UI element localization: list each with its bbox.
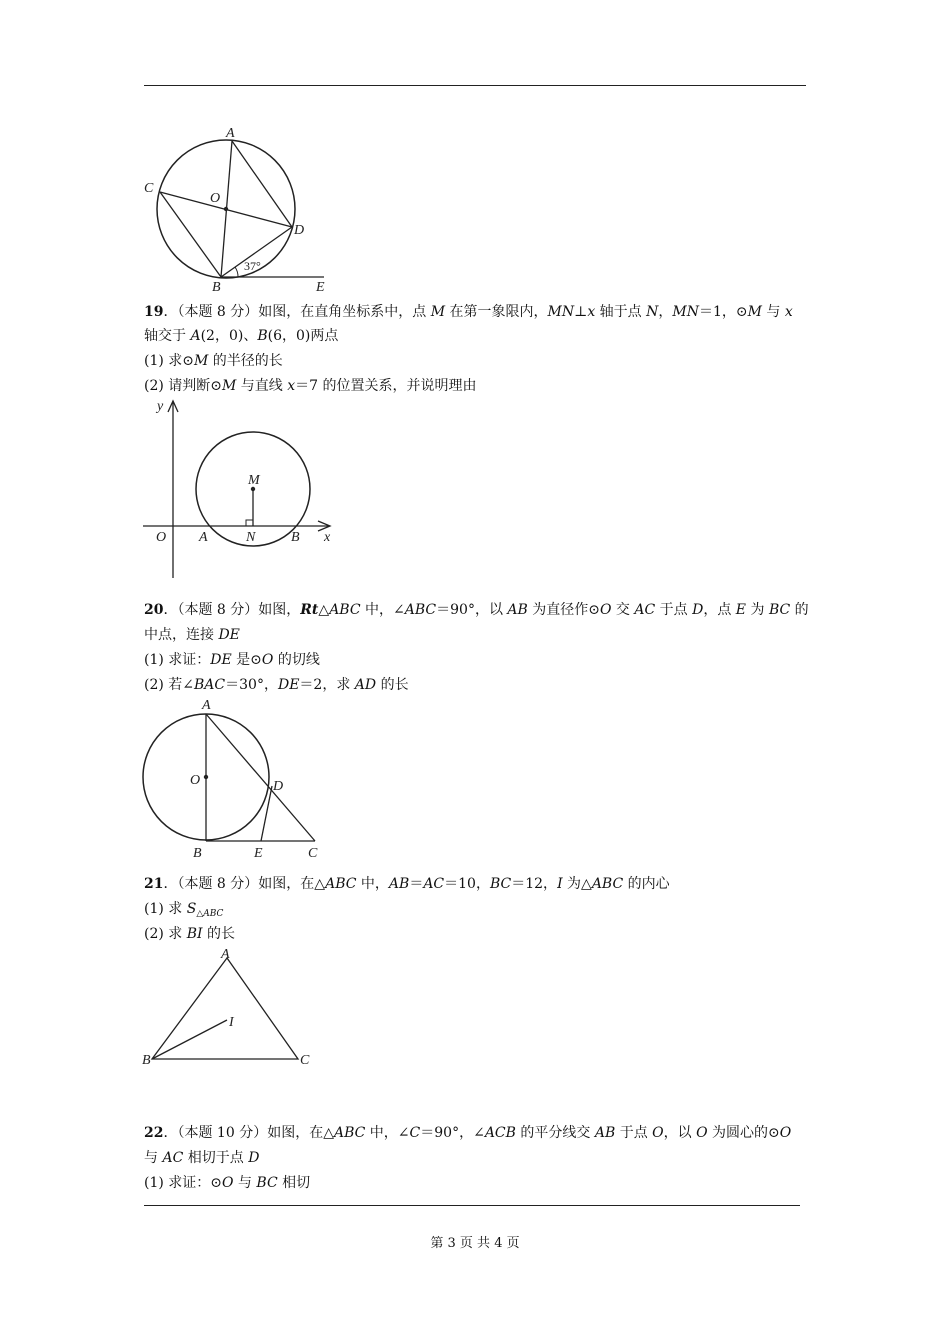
q19-score: ．（本题 8 分） (163, 304, 259, 320)
text-segment: AC (162, 1150, 184, 1166)
q19-number: 19 (144, 304, 164, 320)
q22-part-1 (144, 1173, 814, 1193)
q21-number: 21 (144, 876, 164, 892)
text-segment: ＝90°，∠ (420, 1125, 485, 1141)
angle-arc (235, 267, 238, 277)
right-angle-mark (246, 520, 253, 526)
header-rule (144, 85, 806, 86)
page-footer: 第 3 页 共 4 页 (430, 1236, 520, 1251)
label-m: M (248, 473, 260, 488)
text-segment: 的切线 (273, 652, 320, 668)
text-segment: AC (634, 602, 656, 618)
text-segment: MN (547, 304, 575, 320)
text-segment: E (735, 602, 747, 618)
label-o: O (210, 191, 221, 206)
text-segment: I (557, 876, 563, 892)
q20-stem-text (258, 602, 808, 618)
text-segment: 中，∠ (360, 602, 405, 618)
text-segment: M (194, 353, 209, 369)
text-segment: 与 (761, 304, 785, 320)
text-segment: 为△ (562, 876, 592, 892)
text-segment: (2，0)、 (200, 328, 258, 344)
text-segment: 与直线 (236, 378, 288, 394)
segment-bi (152, 1020, 227, 1059)
q20-part-2 (144, 675, 814, 695)
text-segment: B (257, 328, 268, 344)
text-segment: (1) 求⊙ (144, 353, 195, 369)
text-segment: O (222, 1175, 234, 1191)
text-segment: x (587, 304, 596, 320)
text-segment: ＝7 的位置关系，并说明理由 (295, 378, 477, 394)
q20-stem-2 (144, 625, 814, 645)
text-segment: 的内心 (623, 876, 670, 892)
text-segment: ，以 (663, 1125, 697, 1141)
label-b: B (142, 1053, 151, 1068)
text-segment: 是⊙ (231, 652, 262, 668)
text-segment: 的长 (376, 677, 409, 693)
text-segment: D (692, 602, 704, 618)
text-segment: BI (186, 926, 203, 942)
text-segment: (2) 若∠ (144, 677, 195, 693)
q20-score: ．（本题 8 分） (163, 602, 259, 618)
text-segment: ＝12， (511, 876, 558, 892)
text-segment: DE (218, 627, 240, 643)
q20-part-1 (144, 650, 814, 670)
text-segment: ＝1，⊙ (698, 304, 748, 320)
q21-part-1 (144, 899, 814, 924)
text-segment: O (652, 1125, 664, 1141)
text-segment: ABC (325, 876, 357, 892)
text-segment: 相切 (277, 1175, 311, 1191)
text-segment: 中，∠ (365, 1125, 410, 1141)
text-segment: 中点，连接 (144, 627, 219, 643)
text-segment: C (409, 1125, 421, 1141)
text-segment: 的长 (202, 926, 236, 942)
label-c: C (300, 1053, 310, 1068)
label-angle: 37° (244, 259, 261, 273)
text-segment: AB (388, 876, 410, 892)
text-segment: A (190, 328, 201, 344)
footer-rule (144, 1205, 800, 1206)
text-segment: 轴交于 (144, 328, 191, 344)
text-segment: AC (423, 876, 445, 892)
label-o: O (156, 530, 167, 545)
q22-stem (144, 1123, 814, 1143)
q21-score: ．（本题 8 分） (163, 876, 259, 892)
text-segment: (2) 请判断⊙ (144, 378, 223, 394)
text-segment: O (261, 652, 274, 668)
text-segment: ABC (333, 1125, 366, 1141)
text-segment: x (287, 378, 296, 394)
text-segment: AB (507, 602, 528, 618)
text-segment: △ (318, 602, 330, 618)
text-segment: BC (256, 1175, 278, 1191)
side-ac (206, 714, 315, 841)
text-segment: 为直径作⊙ (527, 602, 600, 618)
q19-part-2 (144, 376, 814, 396)
text-segment: ＝2，求 (299, 677, 355, 693)
text-segment: DE (277, 677, 300, 693)
label-a: A (221, 947, 230, 962)
text-segment: 为圆心的⊙ (707, 1125, 780, 1141)
text-segment: ＝ (409, 876, 424, 892)
text-segment: N (646, 304, 659, 320)
q19-stem-text (258, 304, 792, 320)
text-segment: 的 (790, 602, 809, 618)
text-segment: ABC (329, 602, 361, 618)
text-segment: D (248, 1150, 260, 1166)
q19-stem-2 (144, 326, 814, 346)
q22-score: ．（本题 10 分） (163, 1125, 268, 1141)
center-point (204, 775, 208, 779)
text-segment: BAC (194, 677, 226, 693)
figure-right-triangle-circle (140, 694, 340, 864)
text-segment: O (599, 602, 612, 618)
text-segment: AD (354, 677, 377, 693)
q21-stem-text (258, 876, 669, 892)
q21-part-2 (144, 924, 814, 944)
text-segment: M (222, 378, 237, 394)
text-segment: ACB (484, 1125, 516, 1141)
text-segment: ＝10， (444, 876, 490, 892)
label-o: O (190, 773, 201, 788)
text-segment: 与 (233, 1175, 257, 1191)
text-segment: 于点 (615, 1125, 653, 1141)
text-segment: AB (594, 1125, 616, 1141)
text-segment: 在第一象限内， (445, 304, 548, 320)
text-segment: (2) 求 (144, 926, 187, 942)
label-x: x (324, 530, 331, 545)
text-segment: 为 (746, 602, 769, 618)
text-segment: BC (489, 876, 512, 892)
center-point (224, 207, 228, 211)
figure-coordinate-circle (140, 396, 340, 581)
label-a: A (226, 126, 235, 141)
text-segment: ⊥ (574, 304, 588, 320)
label-b: B (212, 280, 221, 295)
text-segment: (1) 求 (144, 901, 187, 917)
label-i: I (229, 1015, 234, 1030)
text-segment: 与 (144, 1150, 163, 1166)
label-d: D (273, 779, 284, 794)
figure-circle-quadrilateral (140, 122, 340, 295)
label-d: D (294, 223, 305, 238)
text-segment: MN (672, 304, 699, 320)
label-n: N (246, 530, 256, 545)
q22-stem-2 (144, 1148, 814, 1168)
text-segment: 于点 (655, 602, 693, 618)
text-segment: △ABC (196, 909, 224, 919)
text-segment: (1) 求证： (144, 652, 211, 668)
q20-number: 20 (144, 602, 164, 618)
q19-part-1 (144, 351, 814, 371)
q22-number: 22 (144, 1125, 164, 1141)
text-segment: (6，0)两点 (267, 328, 339, 344)
label-c: C (308, 846, 318, 861)
q20-stem (144, 600, 814, 620)
figure-triangle-incenter (140, 944, 340, 1074)
label-y: y (157, 399, 164, 414)
triangle-abc (152, 958, 298, 1059)
text-segment: O (779, 1125, 792, 1141)
text-segment: M (747, 304, 762, 320)
label-a: A (199, 530, 208, 545)
text-segment: ＝30°， (225, 677, 278, 693)
text-segment: S (186, 901, 197, 917)
text-segment: 中， (356, 876, 389, 892)
text-segment: x (784, 304, 793, 320)
label-b: B (193, 846, 202, 861)
text-segment: 如图， (258, 602, 301, 618)
text-segment: O (696, 1125, 708, 1141)
text-segment: 如图，在△ (258, 876, 326, 892)
label-e: E (316, 280, 325, 295)
label-c: C (144, 181, 154, 196)
text-segment: DE (210, 652, 232, 668)
text-segment: ， (658, 304, 673, 320)
label-a: A (202, 698, 211, 713)
text-segment: 相切于点 (183, 1150, 249, 1166)
text-segment: ABC (404, 602, 437, 618)
text-segment: ＝90°，以 (436, 602, 508, 618)
label-b: B (291, 530, 300, 545)
q21-stem (144, 874, 814, 894)
q22-stem-text (267, 1125, 791, 1141)
label-e: E (254, 846, 263, 861)
text-segment: 如图，在直角坐标系中，点 (258, 304, 431, 320)
text-segment: Rt (300, 602, 319, 618)
text-segment: BC (768, 602, 791, 618)
text-segment: M (430, 304, 446, 320)
text-segment: 如图，在△ (267, 1125, 334, 1141)
text-segment: ABC (591, 876, 624, 892)
text-segment: ，点 (703, 602, 736, 618)
text-segment: 的半径的长 (208, 353, 283, 369)
text-segment: 轴于点 (595, 304, 647, 320)
text-segment: (1) 求证：⊙ (144, 1175, 223, 1191)
text-segment: 交 (611, 602, 635, 618)
q19-stem (144, 302, 814, 322)
text-segment: 的平分线交 (515, 1125, 595, 1141)
